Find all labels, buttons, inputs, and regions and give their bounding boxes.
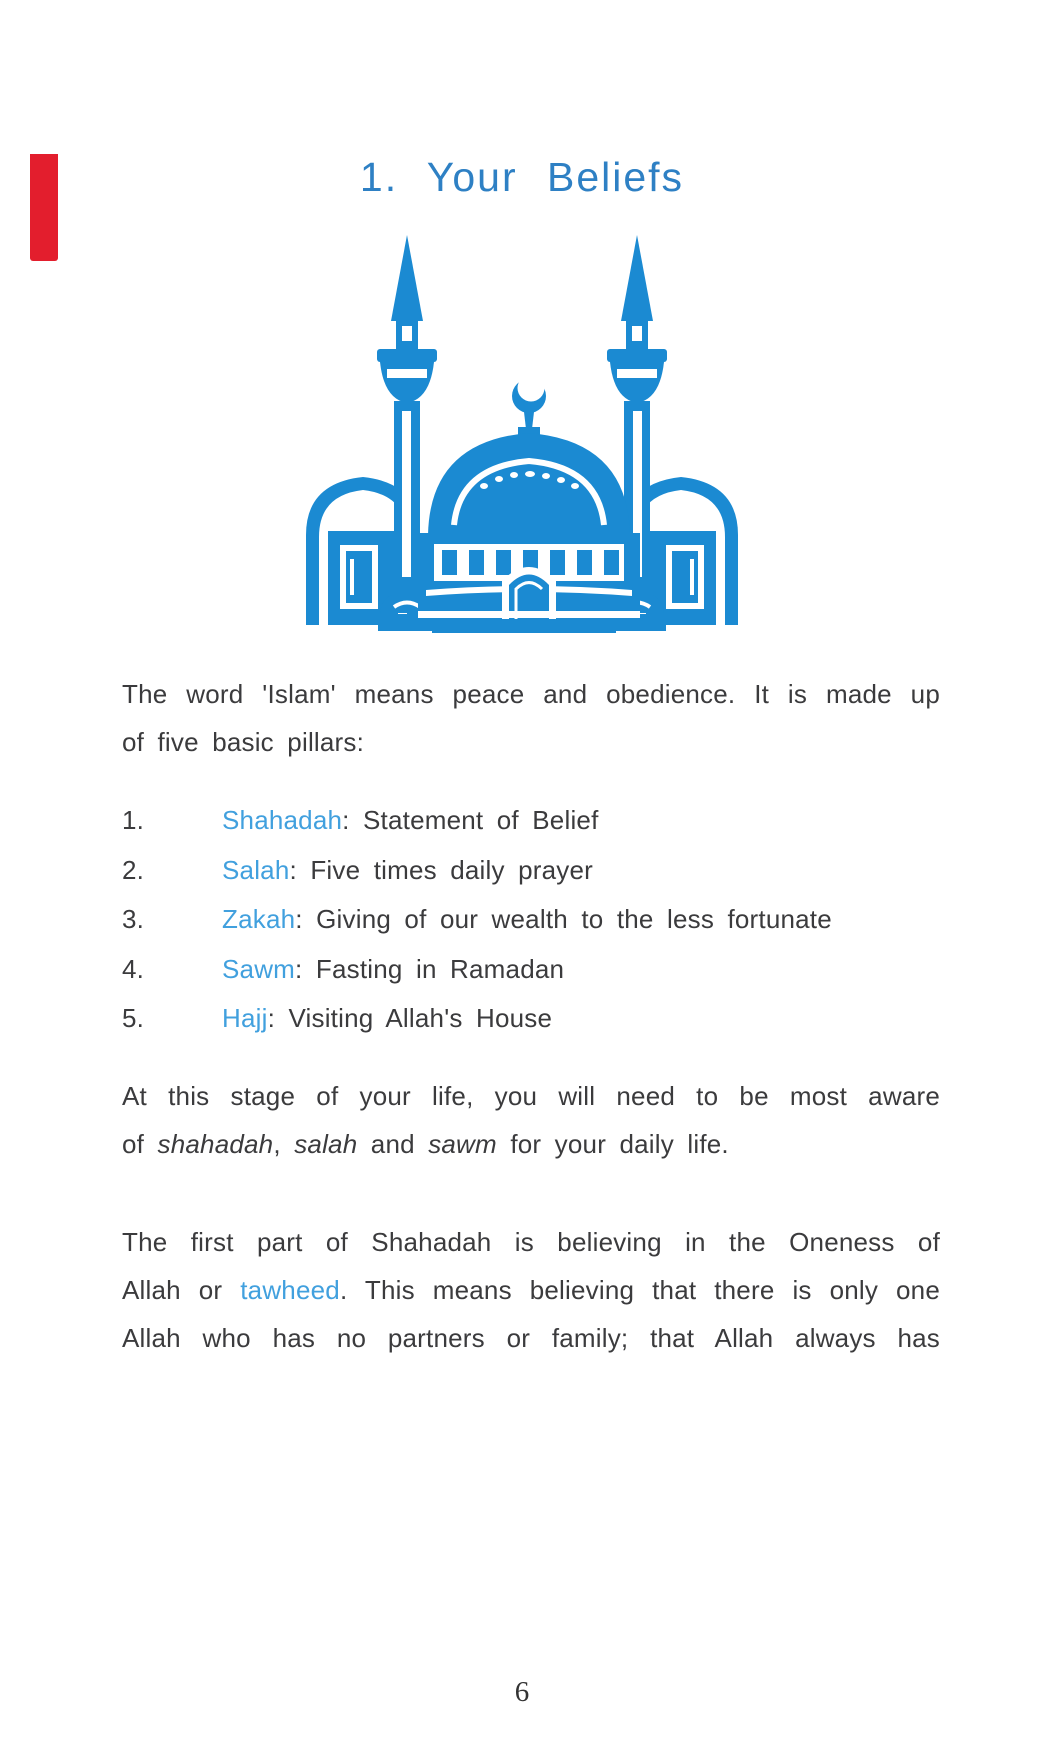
pillar-text [222, 994, 552, 1044]
mosque-illustration [292, 233, 752, 638]
italic-text: shahadah [157, 1128, 274, 1159]
pillar-row-shahadah [122, 796, 940, 846]
pillar-text [222, 945, 564, 995]
pillar-term: Sawm [222, 953, 296, 984]
body-text: At this stage of your life, you will need to be most aware [122, 1080, 940, 1111]
stage-line-2 [122, 1120, 940, 1168]
ground-gap [418, 611, 640, 618]
italic-text: salah [294, 1128, 358, 1159]
keyword-text: tawheed [240, 1274, 340, 1305]
pillar-number: 4. [122, 953, 145, 984]
pillar-row-sawm [122, 945, 940, 995]
body-text: Allah or [122, 1274, 241, 1305]
body-text: The first part of Shahadah is believing in the Oneness of [122, 1226, 940, 1257]
ground-slab [432, 619, 616, 633]
first-part-line-3 [122, 1314, 940, 1362]
intro-paragraph [122, 670, 940, 766]
pillar-text [222, 846, 593, 896]
first-part-line-2 [122, 1266, 940, 1314]
first-part-line-1 [122, 1218, 940, 1266]
stage-paragraph [122, 1072, 940, 1168]
pillar-term: Shahadah [222, 805, 343, 835]
pillar-row-salah [122, 846, 940, 896]
pillar-term: Zakah [222, 904, 296, 934]
pillar-description: : Visiting Allah's House [267, 1003, 553, 1033]
dome [428, 433, 630, 535]
first-part-paragraph [122, 1218, 940, 1362]
mosque-icon [292, 233, 752, 633]
page-body [122, 670, 940, 1362]
pillar-description: : Statement of Belief [342, 805, 599, 835]
pillar-text [222, 796, 599, 846]
pillar-text [222, 895, 832, 945]
pillar-number: 3. [122, 904, 145, 934]
body-text: The word 'Islam' means peace and obedience. It is made up [122, 679, 940, 709]
body-text: for your daily life. [496, 1128, 729, 1159]
pillar-number: 2. [122, 854, 145, 885]
pillar-description: : Giving of our wealth to the less fortunate [295, 904, 832, 934]
pillar-description: : Five times daily prayer [289, 854, 594, 885]
body-text: of five basic pillars: [122, 727, 365, 757]
italic-text: sawm [428, 1128, 497, 1159]
intro-line-2 [122, 718, 940, 766]
scan-artifact [30, 154, 58, 261]
body-text: . This means believing that there is only one [339, 1274, 941, 1305]
body-text: , [273, 1128, 295, 1159]
pillar-term: Salah [222, 854, 290, 885]
body-text: Allah who has no partners or family; that Allah always has [122, 1322, 940, 1353]
pillar-number: 5. [122, 1003, 145, 1033]
pillar-row-zakah [122, 895, 940, 945]
page-number: 6 [514, 1676, 530, 1708]
pillar-number: 1. [122, 805, 145, 835]
body-text: of [122, 1128, 158, 1159]
body-text: and [357, 1128, 429, 1159]
pillar-description: : Fasting in Ramadan [295, 953, 565, 984]
pillar-row-hajj [122, 994, 940, 1044]
pillars-list [122, 796, 940, 1044]
intro-line-1 [122, 670, 940, 718]
pillar-term: Hajj [222, 1003, 268, 1033]
page-title: 1. Your Beliefs [359, 154, 685, 200]
stage-line-1 [122, 1072, 940, 1120]
